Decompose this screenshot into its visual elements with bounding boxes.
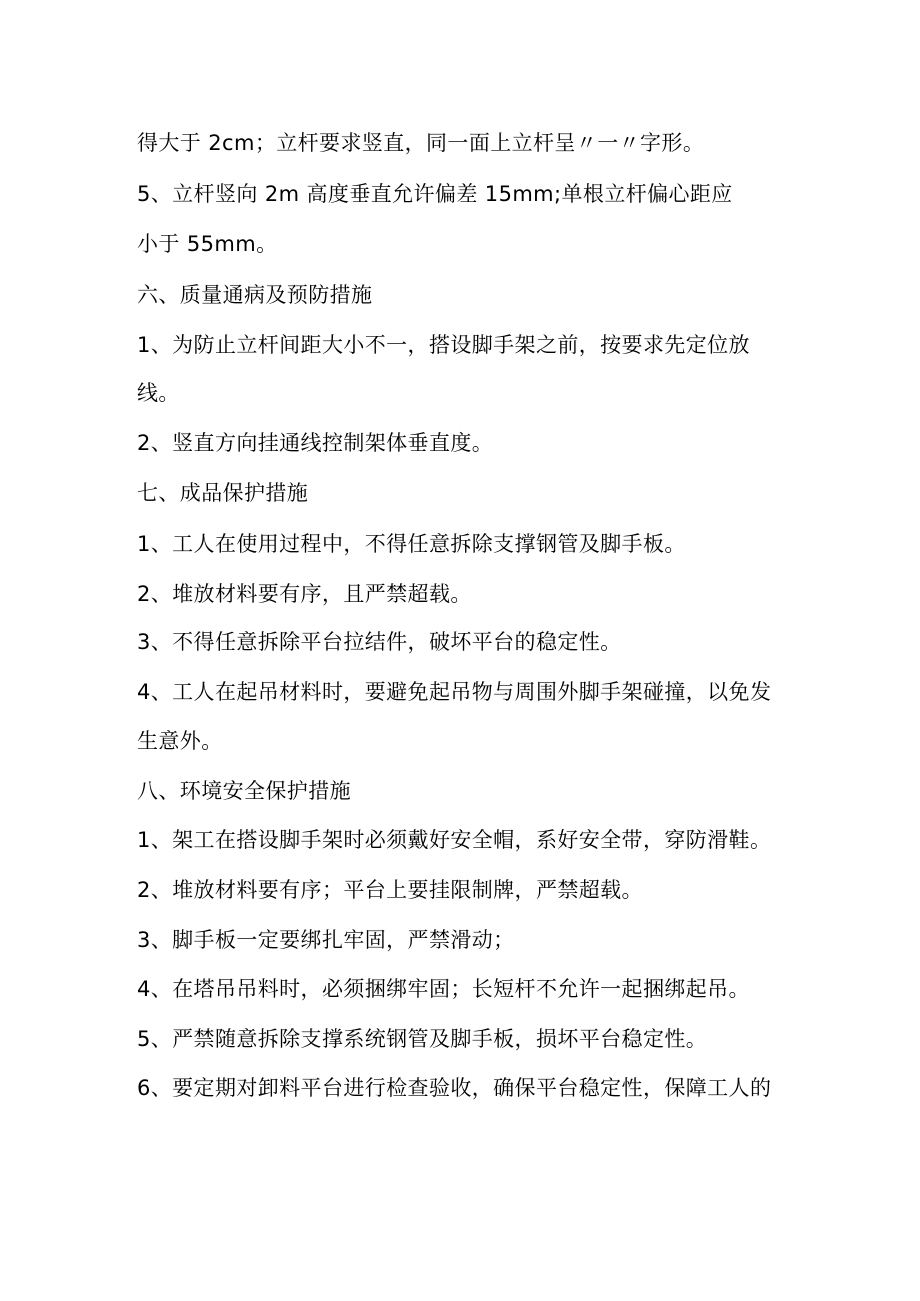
- text-line: 1、工人在使用过程中，不得任意拆除支撑钢管及脚手板。: [137, 532, 686, 556]
- text-line: 5、严禁随意拆除支撑系统钢管及脚手板，损坏平台稳定性。: [137, 1027, 708, 1051]
- text-line: 2、堆放材料要有序，且严禁超载。: [137, 582, 472, 606]
- section-heading: 八、环境安全保护措施: [137, 779, 351, 803]
- text-line: 6、要定期对卸料平台进行检查验收，确保平台稳定性，保障工人的: [137, 1076, 772, 1100]
- text-line: 5、立杆竖向 2m 高度垂直允许偏差 15mm;单根立杆偏心距应: [137, 182, 733, 206]
- text-line: 2、堆放材料要有序；平台上要挂限制牌，严禁超载。: [137, 878, 643, 902]
- text-line: 4、工人在起吊材料时，要避免起吊物与周围外脚手架碰撞，以免发: [137, 680, 772, 704]
- text-line: 3、脚手板一定要绑扎牢固，严禁滑动；: [137, 928, 515, 952]
- text-line: 2、竖直方向挂通线控制架体垂直度。: [137, 431, 494, 455]
- text-line: 4、在塔吊吊料时，必须捆绑牢固；长短杆不允许一起捆绑起吊。: [137, 977, 750, 1001]
- section-heading: 六、质量通病及预防措施: [137, 283, 373, 307]
- section-heading: 七、成品保护措施: [137, 481, 309, 505]
- text-line: 得大于 2cm；立杆要求竖直，同一面上立杆呈〃一〃字形。: [137, 131, 705, 155]
- text-line: 生意外。: [137, 729, 223, 753]
- text-line: 3、不得任意拆除平台拉结件，破坏平台的稳定性。: [137, 630, 622, 654]
- text-line: 线。: [137, 381, 180, 405]
- text-line: 1、架工在搭设脚手架时必须戴好安全帽，系好安全带，穿防滑鞋。: [137, 828, 772, 852]
- text-line: 小于 55mm。: [137, 232, 278, 256]
- text-line: 1、为防止立杆间距大小不一，搭设脚手架之前，按要求先定位放: [137, 333, 750, 357]
